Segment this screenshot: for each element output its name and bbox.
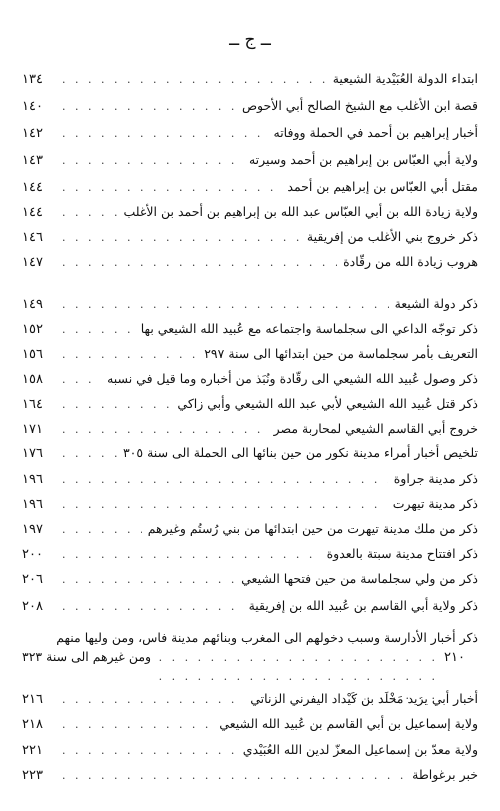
toc-entry [22,97,478,115]
entry-title: أخبار إبراهيم بن أحمد في الحملة ووفاته [273,125,478,140]
leader-dots [62,571,235,588]
toc-entry [22,320,478,338]
entry-title: ذكر وصول عُبيد الله الشيعي الى رقّادة ونُبَذ من أخباره وما قيل في نسبه [107,371,478,386]
leader-dots [62,125,268,142]
entry-page: ٢٢١ [22,743,43,758]
entry-title: ولاية أبي العبّاس بن إبراهيم بن أحمد وسيرته [248,152,478,167]
toc-entry [22,741,478,759]
toc-entry [22,178,478,196]
entry-title: خبر برغواطة [412,767,478,782]
entry-page: ١٩٧ [22,522,43,537]
entry-page: ١٤٩ [22,297,43,312]
entry-page: ١٩٦ [22,497,43,512]
toc-entry [22,420,478,438]
entry-title: ذكر ولاية أبي القاسم بن عُبيد الله بن إفريقية [248,598,478,613]
entry-title: ذكر افتتاح مدينة سبتة بالعدوة [326,546,478,561]
leader-dots [62,471,388,488]
page-letter-header: ــ ج ــ [229,30,271,50]
leader-dots [62,716,213,733]
entry-title: ولاية معدّ بن إسماعيل المعزّ لدين الله العُبَيْدي [242,742,478,757]
leader-dots [62,346,198,363]
toc-entry [22,395,478,413]
entry-title: ذكر مدينة تيهرت [392,496,478,511]
entry-title: ذكر خروج بني الأغلب من إفريقية [306,229,478,244]
entry-title: ذكر من ولي سجلماسة من حين فتحها الشيعي [241,571,478,586]
entry-page: ١٤٤ [22,180,43,195]
leader-dots [62,496,387,513]
toc-entry [22,444,478,462]
entry-title: أخبار أبي يزيد مَخْلَد بن كَيْداد اليفرني الزناتي [250,691,478,706]
leader-dots [62,546,321,563]
leader-dots [62,98,236,115]
toc-entry [22,597,478,615]
entry-title: تلخيص أخبار أمراء مدينة نكور من حين بنائها الى الحملة الى سنة ٣٠٥ [122,445,478,460]
leader-dots [62,296,389,313]
entry-title-line1: ذكر أخبار الأدارسة وسبب دخولهم الى المغرب وبنائهم مدينة فاس، ومن وليها منهم [56,630,478,645]
toc-entry [22,151,478,169]
entry-page: ١٦٤ [22,397,43,412]
entry-page: ١٤٦ [22,230,43,245]
toc-entry [22,470,478,488]
leader-dots [62,179,281,196]
toc-entry [22,520,478,538]
entry-page: ١٩٦ [22,472,43,487]
entry-page: ٢١٨ [22,717,43,732]
entry-page: ١٥٦ [22,347,43,362]
leader-dots [62,691,244,708]
toc-entry [22,715,478,733]
toc-entry [22,690,478,708]
leader-dots [62,229,301,246]
entry-title-line2: ومن غيرهم الى سنة ٣٢٣ [22,649,152,664]
entry-title: ولاية إسماعيل بن أبي القاسم بن عُبيد الله الشيعي [219,716,478,731]
entry-page: ٢٠٨ [22,599,43,614]
toc-entry [22,70,478,88]
entry-page: ٢٠٦ [22,572,43,587]
entry-page: ٢٢٣ [22,768,43,783]
toc-entry [22,370,478,388]
entry-title: ولاية زيادة الله بن أبي العبّاس عبد الله بن إبراهيم بن أحمد بن الأغلب [123,204,478,219]
toc-entry [22,570,478,588]
entry-title: ذكر توجّه الداعي الى سجلماسة واجتماعه مع عُبيد الله الشيعي بها [140,321,478,336]
entry-page: ٢١٦ [22,692,43,707]
entry-title: مقتل أبي العبّاس بن إبراهيم بن أحمد [287,179,478,194]
entry-title: هروب زيادة الله من رقّادة [343,254,478,269]
entry-title: ذكر من ملك مدينة تيهرت من حين ابتدائها من بني رُستُم وغيرهم [147,521,478,536]
entry-title: ابتداء الدولة العُبَيْدية الشيعية [332,71,478,86]
leader-dots [62,396,171,413]
entry-title: ذكر مدينة جراوة [393,471,478,486]
entry-title: خروج أبي القاسم الشيعي لمحاربة مصر [273,421,478,436]
toc-entry [22,545,478,563]
leader-dots [62,71,327,88]
entry-page: ١٤٣ [22,153,43,168]
leader-dots [62,598,243,615]
entry-page: ١٧٦ [22,446,43,461]
entry-page: ١٤٤ [22,205,43,220]
toc-entry [22,228,478,246]
entry-page: ١٣٤ [22,72,43,87]
toc-entry [22,766,478,784]
entry-page: ١٤٠ [22,99,43,114]
entry-page: ١٤٧ [22,255,43,270]
entry-title: ذكر دولة الشيعة [394,296,478,311]
toc-entry [22,295,478,313]
toc-entry [22,253,478,271]
leader-dots [62,152,243,169]
leader-dots [62,742,237,759]
leader-dots [62,521,142,538]
leader-dots [62,445,117,462]
entry-page: ٢٠٠ [22,547,43,562]
entry-title: التعريف بأمر سجلماسة من حين ابتدائها الى سنة ٢٩٧ [204,346,478,361]
leader-dots [62,421,268,438]
leader-dots [62,371,101,388]
toc-entry [22,124,478,142]
toc-entry [22,203,478,221]
entry-title: قصة ابن الأغلب مع الشيخ الصالح أبي الأحوص [241,98,478,113]
toc-entry [22,345,478,363]
leader-dots [62,767,406,784]
entry-page: ١٤٢ [22,126,43,141]
leader-dots [62,204,117,221]
entry-page: ١٥٨ [22,372,43,387]
leader-dots [62,254,337,271]
entry-page: ٢١٠ [444,650,465,665]
entry-page: ١٥٢ [22,322,43,337]
entry-title: ذكر قتل عُبيد الله الشيعي لأبي عبد الله الشيعي وأبي زاكي [177,396,478,411]
leader-dots [62,321,135,338]
toc-entry [22,495,478,513]
entry-page: ١٧١ [22,422,43,437]
